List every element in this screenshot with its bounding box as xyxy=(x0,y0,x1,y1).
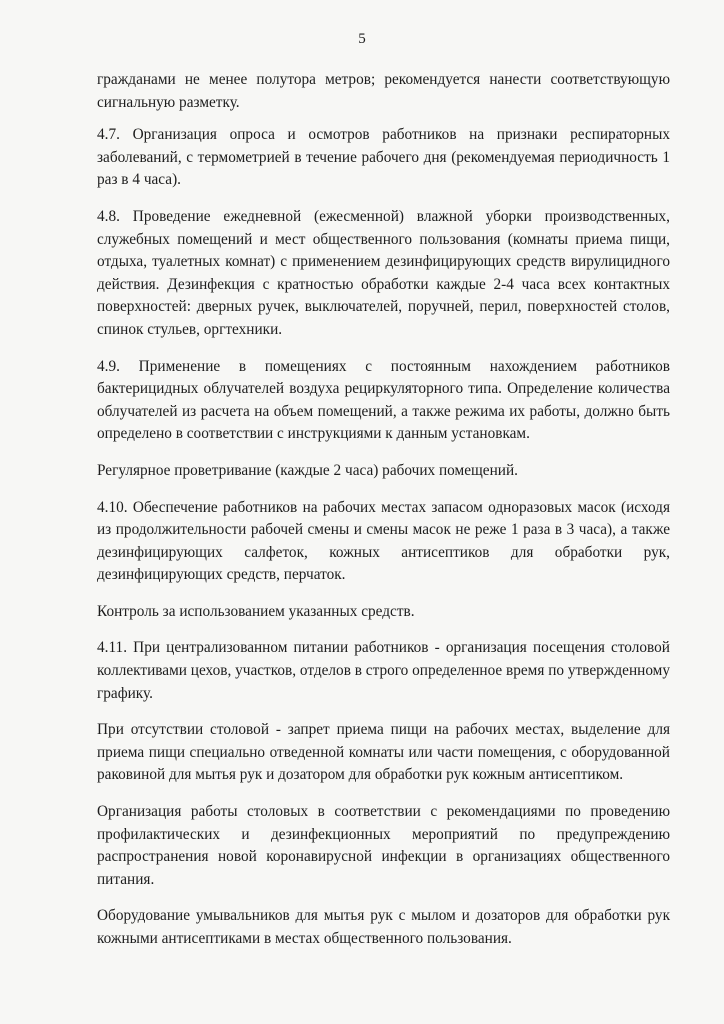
page-number: 5 xyxy=(358,31,366,47)
paragraph-washbasins: Оборудование умывальников для мытья рук с мылом и дозаторов для обработки рук кожными антисептиками в местах общественного пользования. xyxy=(97,907,670,947)
paragraph-4-7: 4.7. Организация опроса и осмотров работников на признаки респираторных заболеваний, с термометрией в течение рабочего дня (рекомендуемая периодичность 1 раз в 4 часа). xyxy=(97,126,670,189)
paragraph-control: Контроль за использованием указанных средств. xyxy=(97,602,415,620)
paragraph-canteen-work: Организация работы столовых в соответствии с рекомендациями по проведению профилактических и дезинфекционных мероприятий по предупреждению распространения новой коронавирусной инфекции в организациях общественного питания. xyxy=(97,803,670,888)
paragraph-ventilation: Регулярное проветривание (каждые 2 часа) рабочих помещений. xyxy=(97,461,518,479)
document-body xyxy=(97,69,670,965)
paragraph-4-9: 4.9. Применение в помещениях с постоянным нахождением работников бактерицидных облучателей воздуха рециркуляторного типа. Определение количества облучателей из расчета на объем помещений, а также режима их работы, должно быть определено в соответствии с инструкциями к данным установкам. xyxy=(97,357,670,443)
paragraph-4-11: 4.11. При централизованном питании работников - организация посещения столовой коллективами цехов, участков, отделов в строго определенное время по утвержденному графику. xyxy=(97,639,670,702)
paragraph-continuation: гражданами не менее полутора метров; рекомендуется нанести соответствующую сигнальную разметку. xyxy=(97,71,670,111)
paragraph-no-canteen: При отсутствии столовой - запрет приема пищи на рабочих местах, выделение для приема пищи специально отведенной комнаты или части помещения, с оборудованной раковиной для мытья рук и дозатором для обработки рук кожным антисептиком. xyxy=(97,721,670,784)
paragraph-4-10: 4.10. Обеспечение работников на рабочих местах запасом одноразовых масок (исходя из продолжительности рабочей смены и смены масок не реже 1 раза в 3 часа), а также дезинфицирующих салфеток, кожных антисептиков для обработки рук, дезинфицирующих средств, перчаток. xyxy=(97,498,670,584)
paragraph-4-8: 4.8. Проведение ежедневной (ежесменной) влажной уборки производственных, служебных помещений и мест общественного пользования (комнаты приема пищи, отдыха, туалетных комнат) с применением дезинфицирующих средств вирулицидного действия. Дезинфекция с кратностью обработки каждые 2-4 часа всех контактных поверхностей: дверных ручек, выключателей, поручней, перил, поверхностей столов, спинок стульев, оргтехники. xyxy=(97,207,670,338)
